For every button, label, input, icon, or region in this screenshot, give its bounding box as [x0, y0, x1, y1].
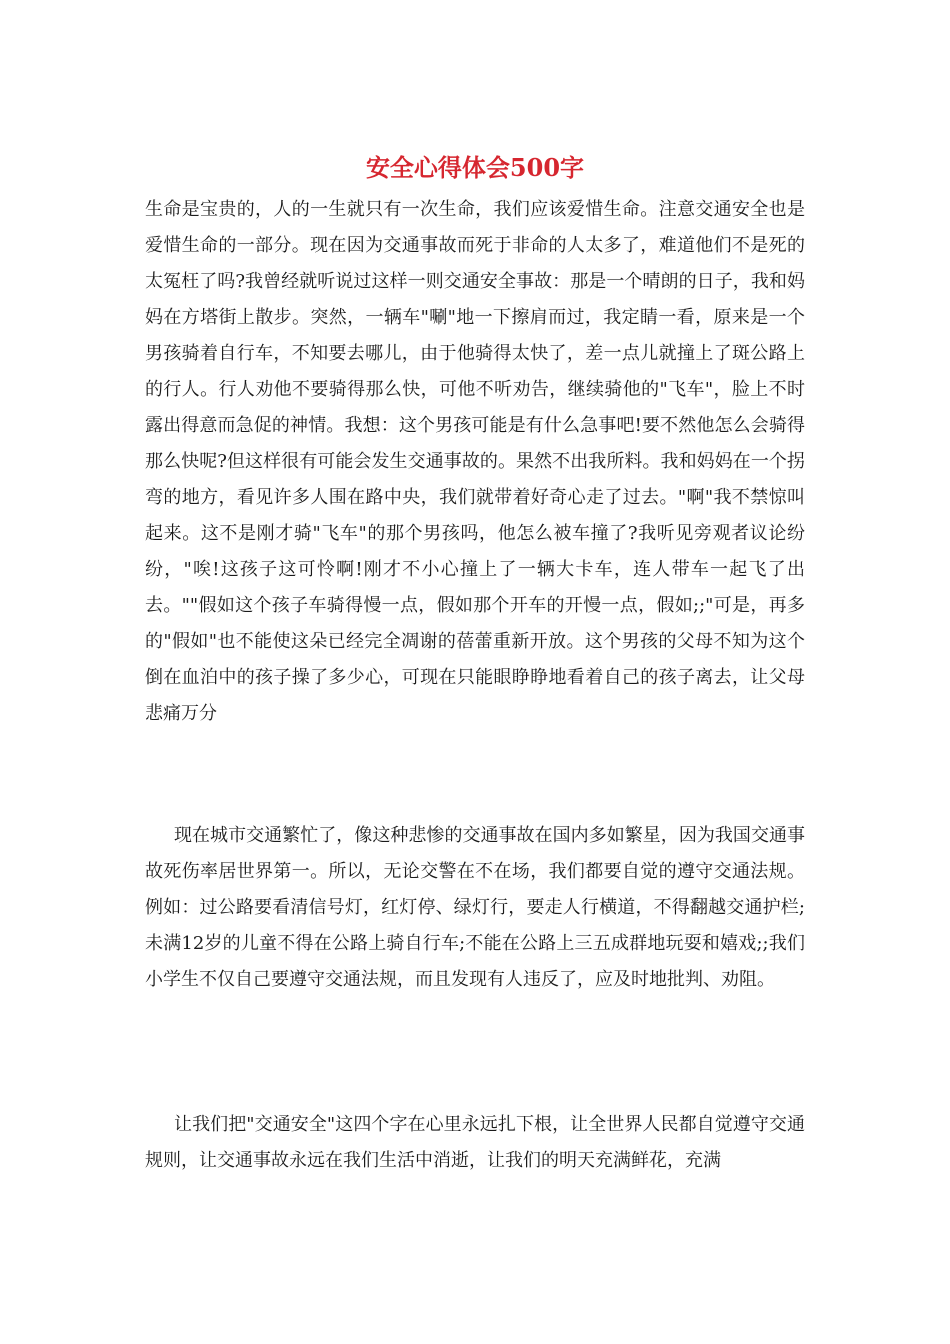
paragraph-2: 现在城市交通繁忙了，像这种悲惨的交通事故在国内多如繁星，因为我国交通事故死伤率居世界第一。所以，无论交警在不在场，我们都要自觉的遵守交通法规。例如：过公路要看清信号灯，红灯停、绿灯行，要走人行横道，不得翻越交通护栏;未满12岁的儿童不得在公路上骑自行车;不能在公路上三五成群地玩耍和嬉戏;;我们小学生不仅自己要遵守交通法规，而且发现有人违反了，应及时地批判、劝阻。: [145, 825, 805, 990]
paragraph-1: 生命是宝贵的，人的一生就只有一次生命，我们应该爱惜生命。注意交通安全也是爱惜生命的一部分。现在因为交通事故而死于非命的人太多了，难道他们不是死的太冤枉了吗?我曾经就听说过这样一则交通安全事故：那是一个晴朗的日子，我和妈妈在方塔街上散步。突然，一辆车"唰"地一下擦肩而过，我定睛一看，原来是一个男孩骑着自行车，不知要去哪儿，由于他骑得太快了，差一点儿就撞上了斑公路上的行人。行人劝他不要骑得那么快，可他不听劝告，继续骑他的"飞车"，脸上不时露出得意而急促的神情。我想：这个男孩可能是有什么急事吧!要不然他怎么会骑得那么快呢?但这样很有可能会发生交通事故的。果然不出我所料。我和妈妈在一个拐弯的地方，看见许多人围在路中央，我们就带着好奇心走了过去。"啊"我不禁惊叫起来。这不是刚才骑"飞车"的那个男孩吗，他怎么被车撞了?我听见旁观者议论纷纷，"唉!这孩子这可怜啊!刚才不小心撞上了一辆大卡车，连人带车一起飞了出去。""假如这个孩子车骑得慢一点，假如那个开车的开慢一点，假如;;"可是，再多的"假如"也不能使这朵已经完全凋谢的蓓蕾重新开放。这个男孩的父母不知为这个倒在血泊中的孩子操了多少心，可现在只能眼睁睁地看着自己的孩子离去，让父母悲痛万分: [145, 199, 805, 724]
page-title: 安全心得体会500字: [365, 153, 585, 182]
paragraph-3: 让我们把"交通安全"这四个字在心里永远扎下根，让全世界人民都自觉遵守交通规则，让交通事故永远在我们生活中消逝，让我们的明天充满鲜花，充满: [145, 1114, 805, 1171]
